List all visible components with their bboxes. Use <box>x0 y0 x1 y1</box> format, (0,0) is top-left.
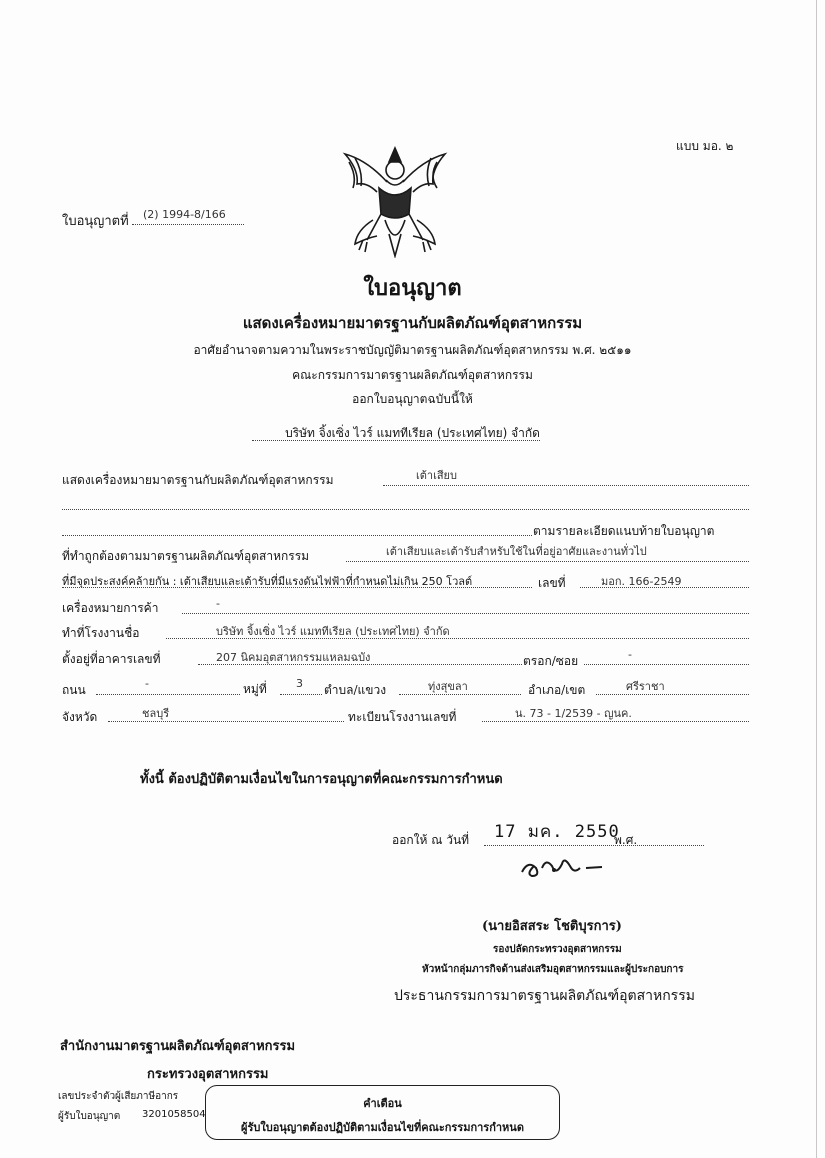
standard-line <box>346 561 749 562</box>
authority-line: อาศัยอำนาจตามความในพระราชบัญญัติมาตรฐานผลิตภัณฑ์อุตสาหกรรม พ.ศ. ๒๕๑๑ <box>193 343 632 357</box>
tax-label-1: เลขประจำตัวผู้เสียภาษีอากร <box>58 1091 179 1102</box>
factory-reg-label: ทะเบียนโรงงานเลขที่ <box>348 710 457 724</box>
purpose-line <box>62 587 532 588</box>
road-value: - <box>145 677 149 690</box>
number-value: มอก. 166-2549 <box>601 575 682 588</box>
address-value: 207 นิคมอุตสาหกรรมแหลมฉบัง <box>216 651 371 664</box>
signer-position-3: ประธานกรรมการมาตรฐานผลิตภัณฑ์อุตสาหกรรม <box>394 988 695 1004</box>
mark-line <box>383 485 749 486</box>
form-code: แบบ มอ. ๒ <box>676 139 734 153</box>
factory-label: ทำที่โรงงานชื่อ <box>62 626 140 640</box>
moo-label: หมู่ที่ <box>243 682 267 696</box>
licensee-line <box>252 440 540 441</box>
license-no-line <box>132 224 244 225</box>
office-line-1: สำนักงานมาตรฐานผลิตภัณฑ์อุตสาหกรรม <box>60 1039 296 1054</box>
standard-value: เต้าเสียบและเต้ารับสำหรับใช้ในที่อยู่อาศัยและงานทั่วไป <box>386 545 647 558</box>
mark-value: เต้าเสียบ <box>416 469 457 482</box>
district-label: อำเภอ/เขต <box>528 683 586 697</box>
moo-value: 3 <box>296 677 303 690</box>
blank-line-2 <box>62 535 532 536</box>
license-no-value: (2) 1994-8/166 <box>143 208 226 221</box>
alley-value: - <box>628 648 632 661</box>
issued-line <box>484 845 704 846</box>
alley-label: ตรอก/ซอย <box>523 654 579 668</box>
issued-era: พ.ศ. <box>614 833 638 847</box>
province-value: ชลบุรี <box>142 707 170 720</box>
tax-label-2: ผู้รับใบอนุญาต <box>58 1111 121 1122</box>
moo-line <box>280 694 322 695</box>
page-edge <box>816 0 817 1158</box>
committee-line: คณะกรรมการมาตรฐานผลิตภัณฑ์อุตสาหกรรม <box>292 368 533 382</box>
garuda-emblem-icon <box>337 140 453 258</box>
road-line <box>96 694 240 695</box>
warning-text: ผู้รับใบอนุญาตต้องปฏิบัติตามเงื่อนไขที่คณะกรรมการกำหนด <box>241 1121 524 1134</box>
warning-title: คำเตือน <box>363 1097 402 1110</box>
road-label: ถนน <box>62 683 86 697</box>
issue-line: ออกใบอนุญาตฉบับนี้ให้ <box>352 392 473 406</box>
signature-mark <box>518 850 608 882</box>
warning-box <box>205 1085 560 1140</box>
condition-text: ทั้งนี้ ต้องปฏิบัติตามเงื่อนไขในการอนุญาตที่คณะกรรมการกำหนด <box>140 772 503 787</box>
signer-name: (นายอิสสระ โชติบุรการ) <box>482 919 622 934</box>
issued-label: ออกให้ ณ วันที่ <box>392 833 470 847</box>
number-label: เลขที่ <box>538 576 566 590</box>
license-no-label: ใบอนุญาตที่ <box>62 214 129 229</box>
subdistrict-label: ตำบล/แขวง <box>324 683 387 697</box>
blank-line-1 <box>62 509 749 510</box>
office-line-2: กระทรวงอุตสาหกรรม <box>147 1067 269 1082</box>
signer-position-2: หัวหน้ากลุ่มภารกิจด้านส่งเสริมอุตสาหกรรมและผู้ประกอบการ <box>422 964 684 975</box>
address-label: ตั้งอยู่ที่อาคารเลขที่ <box>62 652 161 666</box>
signer-position-1: รองปลัดกระทรวงอุตสาหกรรม <box>493 944 622 955</box>
factory-reg-value: น. 73 - 1/2539 - ญนค. <box>515 707 632 720</box>
district-line <box>596 694 749 695</box>
trademark-label: เครื่องหมายการค้า <box>62 601 159 615</box>
tax-value: 3201058504 <box>142 1109 206 1120</box>
attachment-note: ตามรายละเอียดแนบท้ายใบอนุญาต <box>533 524 715 538</box>
alley-line <box>584 664 749 665</box>
document-subtitle: แสดงเครื่องหมายมาตรฐานกับผลิตภัณฑ์อุตสาหกรรม <box>242 314 583 332</box>
document-title: ใบอนุญาต <box>363 275 462 301</box>
factory-value: บริษัท จิ้งเซิ่ง ไวร์ แมททีเรียล (ประเทศไทย) จำกัด <box>216 625 450 638</box>
issued-date: 17 มค. 2550 <box>494 822 620 842</box>
province-label: จังหวัด <box>62 710 98 724</box>
trademark-value: - <box>216 597 220 610</box>
licensee-name: บริษัท จิ้งเซิ่ง ไวร์ แมททีเรียล (ประเทศไทย) จำกัด <box>285 426 540 440</box>
purpose-text: ที่มีจุดประสงค์คล้ายกัน : เต้าเสียบและเต้ารับที่มีแรงดันไฟฟ้าที่กำหนดไม่เกิน 250 โวลต์ <box>62 575 473 588</box>
mark-label: แสดงเครื่องหมายมาตรฐานกับผลิตภัณฑ์อุตสาหกรรม <box>62 473 334 487</box>
subdistrict-value: ทุ่งสุขลา <box>428 680 468 693</box>
trademark-line <box>182 613 749 614</box>
standard-label: ที่ทำถูกต้องตามมาตรฐานผลิตภัณฑ์อุตสาหกรรม <box>62 549 310 563</box>
district-value: ศรีราชา <box>626 680 665 693</box>
